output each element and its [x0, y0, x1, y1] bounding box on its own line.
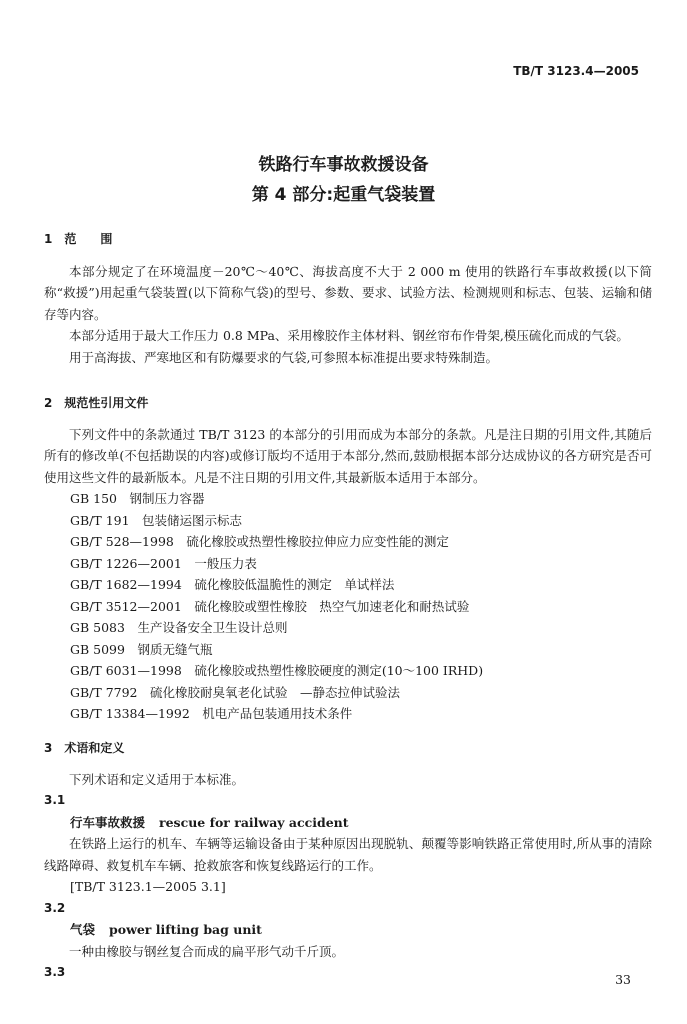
term-definition: 在铁路上运行的机车、车辆等运输设备由于某种原因出现脱轨、颠覆等影响铁路正常使用时,所从事的清除线路障碍、救复机车车辆、抢救旅客和恢复线路运行的工作。 [44, 836, 652, 873]
reference-item: GB/T 528—1998 硫化橡胶或热塑性橡胶拉伸应力应变性能的测定 [70, 534, 449, 549]
term-number: 3.2 [44, 900, 66, 915]
reference-item: GB 150 钢制压力容器 [70, 491, 205, 506]
page-number: 33 [615, 972, 631, 987]
document-title-line2: 第 4 部分:起重气袋装置 [251, 185, 436, 205]
reference-item: GB/T 1682—1994 硫化橡胶低温脆性的测定 单试样法 [70, 577, 395, 592]
term-name-en: power lifting bag unit [109, 922, 262, 937]
paragraph: 用于高海拔、严寒地区和有防爆要求的气袋,可参照本标准提出要求特殊制造。 [69, 349, 498, 365]
paragraph: 下列文件中的条款通过 TB/T 3123 的本部分的引用而成为本部分的条款。凡是注日期的引用文件,其随后所有的修改单(不包括勘误的内容)或修订版均不适用于本部分,然而,鼓励根据本部分达成协议的各方研究是否可使用这些文件的最新版本。凡是不注日期的引用文件,其最新版本适用于本部分。 [44, 426, 652, 485]
document-title-line1: 铁路行车事故救援设备 [258, 155, 429, 175]
term-name-en: rescue for railway accident [159, 814, 349, 830]
section-heading: 3 术语和定义 [44, 741, 125, 755]
reference-item: GB/T 191 包装储运图示标志 [70, 512, 243, 528]
paragraph: 下列术语和定义适用于本标准。 [69, 771, 245, 787]
reference-item: GB/T 7792 硫化橡胶耐臭氧老化试验 —静态拉伸试验法 [70, 684, 401, 700]
section-normative-references [44, 393, 652, 725]
term-source: [TB/T 3123.1—2005 3.1] [70, 879, 226, 894]
paragraph: 本部分适用于最大工作压力 0.8 MPa、采用橡胶作主体材料、钢丝帘布作骨架,模压硫化而成的气袋。 [69, 328, 629, 343]
section-heading: 1 范 围 [44, 232, 113, 246]
reference-item: GB/T 6031—1998 硫化橡胶或热塑性橡胶硬度的测定(10～100 IRHD) [70, 663, 484, 678]
reference-item: GB/T 13384—1992 机电产品包装通用技术条件 [70, 706, 353, 721]
section-scope [44, 229, 652, 368]
reference-item: GB/T 3512—2001 硫化橡胶或塑性橡胶 热空气加速老化和耐热试验 [70, 598, 470, 614]
term-definition: 一种由橡胶与钢丝复合而成的扁平形气动千斤顶。 [69, 943, 345, 959]
reference-item: GB/T 1226—2001 一般压力表 [70, 555, 257, 571]
reference-item: GB 5099 钢质无缝气瓶 [70, 641, 213, 657]
reference-item: GB 5083 生产设备安全卫生设计总则 [70, 620, 288, 635]
term-title [44, 919, 652, 941]
term-name-zh: 行车事故救援 [70, 814, 146, 830]
term-number: 3.1 [44, 793, 66, 807]
paragraph: 本部分规定了在环境温度－20℃～40℃、海拔高度不大于 2 000 m 使用的铁路行车事故救援(以下简称“救援”)用起重气袋装置(以下简称气袋)的型号、参数、要求、试验方法、检测规则和标志、包装、运输和储存等内容。 [44, 263, 652, 322]
term-title [44, 812, 652, 834]
standard-code: TB/T 3123.4—2005 [513, 64, 639, 78]
section-heading: 2 规范性引用文件 [44, 396, 149, 410]
term-number: 3.3 [44, 965, 66, 979]
section-terms [44, 738, 652, 984]
term-name-zh: 气袋 [70, 922, 96, 937]
